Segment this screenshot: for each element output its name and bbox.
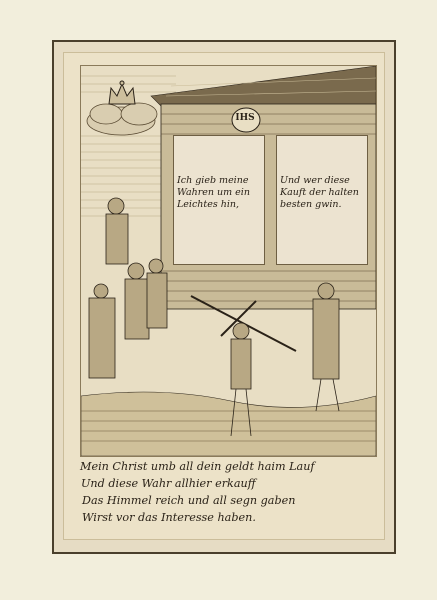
tablet-right-line: Und wer diese (280, 175, 350, 186)
tablet-right (276, 135, 368, 265)
tablet-right-line: besten gwin. (280, 199, 342, 210)
caption-line: Mein Christ umb all dein geldt haim Lauf (80, 460, 315, 473)
tablet-left-line: Ich gieb meine (177, 175, 249, 186)
verse-caption (80, 458, 380, 526)
caption-line: Wirst vor das Interesse haben. (82, 511, 256, 524)
caption-line: Das Himmel reich und all segn gaben (82, 494, 296, 507)
caption-line: Und diese Wahr allhier erkauff (81, 477, 256, 490)
tablet-left-line: Leichtes hin, (177, 199, 240, 210)
tablet-right-line: Kauft der halten (280, 187, 359, 198)
ihs-monogram: IHS (235, 113, 255, 123)
tablet-left-line: Wahren um ein (177, 187, 250, 198)
tablet-left (173, 135, 265, 265)
crown-cloud (87, 103, 157, 135)
